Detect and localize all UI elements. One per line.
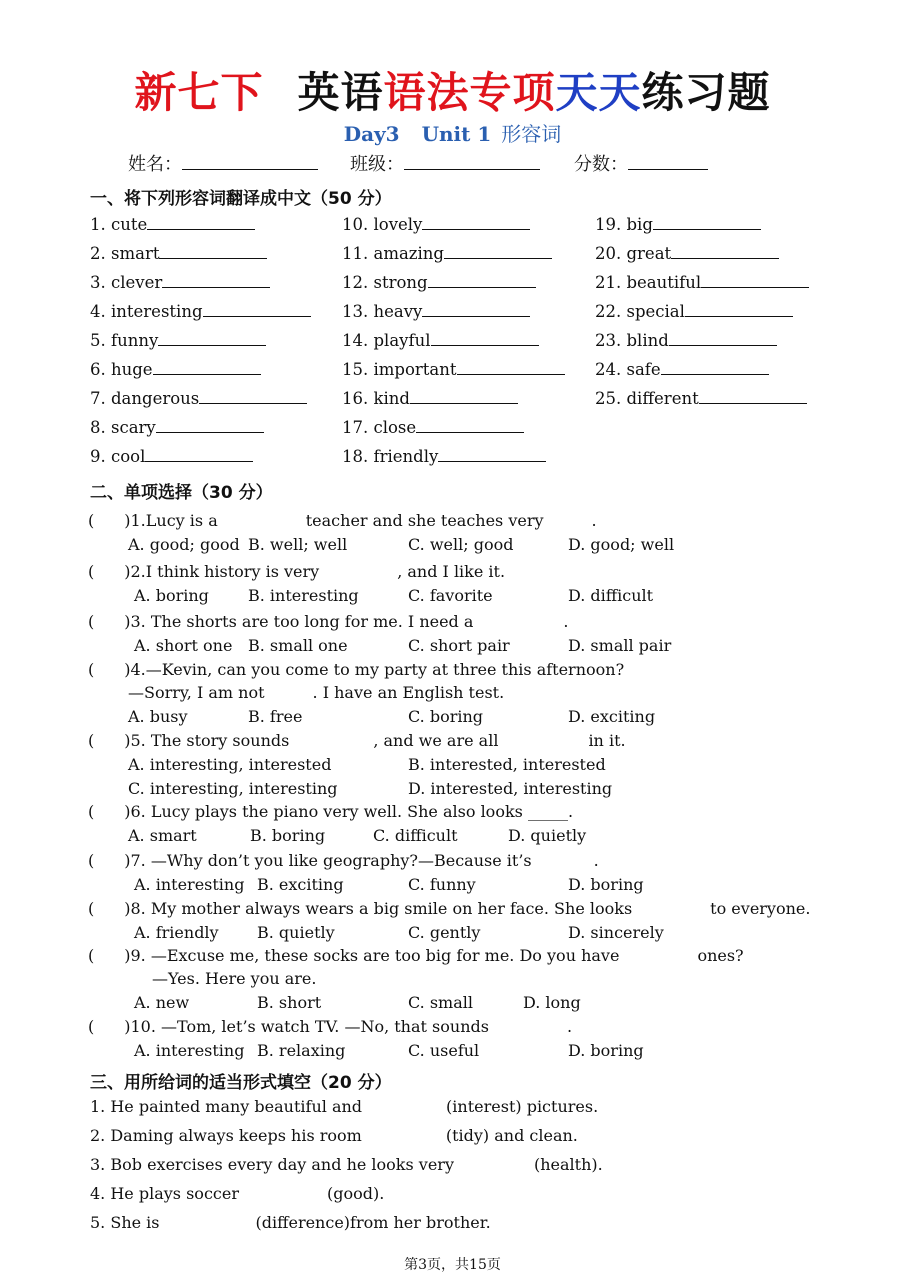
option-a[interactable]: A. smart [128, 826, 197, 845]
option-d[interactable]: D. difficult [568, 586, 654, 605]
word-item [90, 447, 253, 466]
option-c[interactable]: C. boring [408, 707, 484, 726]
score-label: 分数： [574, 154, 628, 175]
title-part-english: 英语 [297, 68, 384, 117]
fill-blank-item [90, 1184, 384, 1203]
word-item [90, 244, 267, 263]
fill-blank-hint: (difference)from her brother. [255, 1213, 491, 1232]
answer-blank[interactable] [203, 302, 311, 317]
question-stem [88, 946, 744, 965]
answer-blank[interactable] [669, 331, 777, 346]
answer-blank[interactable] [158, 331, 266, 346]
question-stem [88, 562, 505, 581]
word-item [90, 273, 270, 292]
option-b[interactable]: B. interesting [248, 586, 359, 605]
word-item [90, 302, 311, 321]
word-item [595, 244, 779, 263]
option-c[interactable]: C. difficult [373, 826, 458, 845]
subtitle-unit: Unit 1 [421, 122, 492, 146]
word-item [342, 244, 552, 263]
fill-blank-item [90, 1155, 603, 1174]
answer-blank[interactable] [444, 244, 552, 259]
fill-blank-text: 2. Daming always keeps his room [90, 1126, 362, 1145]
answer-blank[interactable] [159, 244, 267, 259]
fill-blank-hint: (tidy) and clean. [445, 1126, 578, 1145]
word-text: 9. cool [90, 447, 146, 466]
question-text: )1.Lucy is a [124, 511, 218, 530]
subtitle-topic: 形容词 [501, 122, 562, 146]
class-label: 班级： [350, 154, 404, 175]
word-item [595, 360, 769, 379]
option-c[interactable]: C. small [408, 993, 473, 1012]
option-b[interactable]: B. well; well [248, 535, 348, 554]
word-item [90, 389, 307, 408]
word-item [90, 418, 264, 437]
word-text: 13. heavy [342, 302, 423, 321]
option-b[interactable]: B. relaxing [257, 1041, 346, 1060]
word-item [595, 215, 761, 234]
word-text: 12. strong [342, 273, 428, 292]
word-text: 23. blind [595, 331, 669, 350]
option-d[interactable]: D. interested, interesting [408, 779, 613, 798]
fill-blank-item [90, 1213, 491, 1232]
word-item [342, 215, 530, 234]
answer-blank[interactable] [438, 447, 546, 462]
option-b[interactable]: B. boring [250, 826, 326, 845]
answer-paren[interactable]: ( [88, 851, 95, 870]
word-text: 6. huge [90, 360, 153, 379]
option-b[interactable]: B. quietly [257, 923, 335, 942]
word-item [595, 302, 793, 321]
question-stem [88, 899, 810, 918]
option-a[interactable]: A. interesting [134, 1041, 245, 1060]
answer-blank[interactable] [422, 302, 530, 317]
section1-title: 一、将下列形容词翻译成中文（50 分） [90, 189, 392, 209]
word-item [342, 331, 539, 350]
answer-blank[interactable] [661, 360, 769, 375]
reply-text-2: . I have an English test. [312, 683, 505, 702]
word-item [342, 360, 565, 379]
answer-blank[interactable] [416, 418, 524, 433]
option-b[interactable]: B. exciting [257, 875, 344, 894]
question-text: )10. —Tom, let’s watch TV. —No, that sounds [124, 1017, 489, 1036]
answer-blank[interactable] [156, 418, 264, 433]
section3-title: 三、用所给词的适当形式填空（20 分） [90, 1073, 392, 1093]
answer-blank[interactable] [653, 215, 761, 230]
option-b[interactable]: B. interested, interested [408, 755, 606, 774]
word-item [342, 418, 524, 437]
word-text: 18. friendly [342, 447, 439, 466]
answer-blank[interactable] [153, 360, 261, 375]
option-d[interactable]: D. sincerely [568, 923, 664, 942]
option-d[interactable]: D. boring [568, 1041, 644, 1060]
question-text-2: to everyone. [710, 899, 811, 918]
option-d[interactable]: D. exciting [568, 707, 656, 726]
word-text: 19. big [595, 215, 653, 234]
word-text: 25. different [595, 389, 699, 408]
option-c[interactable]: C. short pair [408, 636, 510, 655]
question-text-2: teacher and she teaches very [305, 511, 544, 530]
word-item [342, 447, 546, 466]
question-text: )5. The story sounds [124, 731, 290, 750]
option-d[interactable]: D. good; well [568, 535, 675, 554]
answer-blank[interactable] [685, 302, 793, 317]
word-item [595, 389, 807, 408]
option-c[interactable]: C. favorite [408, 586, 493, 605]
answer-blank[interactable] [145, 447, 253, 462]
word-text: 15. important [342, 360, 457, 379]
option-a[interactable]: A. friendly [134, 923, 219, 942]
answer-blank[interactable] [147, 215, 255, 230]
option-d[interactable]: D. small pair [568, 636, 672, 655]
answer-paren[interactable]: ( [88, 1017, 95, 1036]
question-text-2: , and I like it. [397, 562, 506, 581]
name-label: 姓名： [128, 154, 182, 175]
option-b[interactable]: B. small one [248, 636, 348, 655]
word-text: 7. dangerous [90, 389, 200, 408]
option-d[interactable]: D. long [523, 993, 581, 1012]
word-text: 14. playful [342, 331, 431, 350]
fill-blank-hint: (interest) pictures. [446, 1097, 599, 1116]
answer-blank[interactable] [701, 273, 809, 288]
question-text-3: . [591, 511, 597, 530]
fill-blank-item [90, 1126, 578, 1145]
answer-blank[interactable] [431, 331, 539, 346]
option-c[interactable]: C. interesting, interesting [128, 779, 338, 798]
option-b[interactable]: B. free [248, 707, 303, 726]
answer-blank[interactable] [410, 389, 518, 404]
question-stem [88, 802, 573, 821]
word-item [90, 331, 266, 350]
option-d[interactable]: D. quietly [508, 826, 587, 845]
option-a[interactable]: A. good; good [128, 535, 240, 554]
question-text-2: , and we are all [373, 731, 499, 750]
answer-blank[interactable] [199, 389, 307, 404]
question-stem [88, 731, 626, 750]
title-part-grammar: 语法 [383, 68, 470, 117]
question-stem [88, 1017, 572, 1036]
answer-paren[interactable]: ( [88, 511, 95, 530]
option-c[interactable]: C. well; good [408, 535, 514, 554]
option-c[interactable]: C. useful [408, 1041, 480, 1060]
option-c[interactable]: C. gently [408, 923, 481, 942]
question-text-2: . [563, 612, 569, 631]
title-part-special: 专项 [469, 68, 556, 117]
question-text-2: . [566, 1017, 573, 1036]
worksheet-title [0, 60, 905, 120]
question-stem [88, 511, 597, 530]
word-text: 10. lovely [342, 215, 423, 234]
word-item [342, 389, 518, 408]
word-text: 8. scary [90, 418, 156, 437]
question-text-3: in it. [588, 731, 626, 750]
page-footer: 第3页，共15页 [404, 1257, 501, 1273]
option-a[interactable]: A. boring [134, 586, 209, 605]
question-stem [88, 660, 624, 679]
option-a[interactable]: A. new [134, 993, 190, 1012]
title-part-daily: 天天 [555, 68, 642, 117]
word-text: 24. safe [595, 360, 661, 379]
worksheet-subtitle [0, 118, 905, 147]
option-d[interactable]: D. boring [568, 875, 644, 894]
word-text: 16. kind [342, 389, 410, 408]
word-text: 11. amazing [342, 244, 444, 263]
word-item [342, 302, 530, 321]
word-text: 20. great [595, 244, 672, 263]
fill-blank-text: 1. He painted many beautiful and [90, 1097, 363, 1116]
question-reply [128, 683, 504, 702]
answer-paren[interactable]: ( [88, 946, 95, 965]
question-stem [88, 851, 599, 870]
option-a[interactable]: A. interesting [134, 875, 245, 894]
question-text: )6. Lucy plays the piano very well. She also looks _____. [124, 802, 574, 821]
subtitle-day: Day3 [343, 122, 400, 146]
word-item [342, 273, 536, 292]
question-text: )8. My mother always wears a big smile on her face. She looks [124, 899, 633, 918]
word-text: 22. special [595, 302, 685, 321]
word-item [90, 360, 261, 379]
fill-blank-text: 5. She is [90, 1213, 160, 1232]
question-text: )4.—Kevin, can you come to my party at three this afternoon? [124, 660, 625, 679]
reply-text: —Sorry, I am not [128, 683, 265, 702]
word-item [90, 215, 255, 234]
score-field[interactable] [574, 150, 708, 176]
fill-blank-hint: (health). [534, 1155, 603, 1174]
answer-blank[interactable] [671, 244, 779, 259]
question-stem [88, 612, 569, 631]
word-text: 1. cute [90, 215, 148, 234]
word-text: 21. beautiful [595, 273, 702, 292]
word-text: 4. interesting [90, 302, 203, 321]
word-text: 2. smart [90, 244, 160, 263]
answer-blank[interactable] [162, 273, 270, 288]
question-text-2: ones? [697, 946, 744, 965]
section2-title: 二、单项选择（30 分） [90, 483, 273, 503]
word-text: 17. close [342, 418, 417, 437]
reply-text: —Yes. Here you are. [152, 969, 317, 988]
option-c[interactable]: C. funny [408, 875, 476, 894]
answer-blank[interactable] [428, 273, 536, 288]
question-text: )3. The shorts are too long for me. I need a [124, 612, 474, 631]
answer-paren[interactable]: ( [88, 899, 95, 918]
question-text: )9. —Excuse me, these socks are too big for me. Do you have [124, 946, 620, 965]
word-item [595, 273, 809, 292]
title-part-grade: 新七下 [134, 68, 264, 117]
word-text: 5. funny [90, 331, 159, 350]
option-a[interactable]: A. short one [134, 636, 233, 655]
answer-blank[interactable] [699, 389, 807, 404]
answer-blank[interactable] [457, 360, 565, 375]
answer-blank[interactable] [422, 215, 530, 230]
word-text: 3. clever [90, 273, 163, 292]
answer-paren[interactable]: ( [88, 731, 95, 750]
answer-paren[interactable]: ( [88, 660, 95, 679]
option-a[interactable]: A. interesting, interested [128, 755, 332, 774]
option-a[interactable]: A. busy [128, 707, 188, 726]
fill-blank-text: 3. Bob exercises every day and he looks very [90, 1155, 454, 1174]
fill-blank-text: 4. He plays soccer [90, 1184, 239, 1203]
answer-paren[interactable]: ( [88, 562, 95, 581]
fill-blank-item [90, 1097, 598, 1116]
title-part-exercises: 练习题 [641, 68, 771, 117]
question-text: )7. —Why don’t you like geography?—Because it’s [124, 851, 532, 870]
fill-blank-hint: (good). [326, 1184, 385, 1203]
name-field[interactable] [128, 150, 318, 176]
question-text: )2.I think history is very [124, 562, 320, 581]
answer-paren[interactable]: ( [88, 612, 95, 631]
question-text-2: . [593, 851, 599, 870]
question-reply [152, 969, 316, 988]
option-b[interactable]: B. short [257, 993, 322, 1012]
word-item [595, 331, 777, 350]
class-field[interactable] [350, 150, 540, 176]
answer-paren[interactable]: ( [88, 802, 95, 821]
